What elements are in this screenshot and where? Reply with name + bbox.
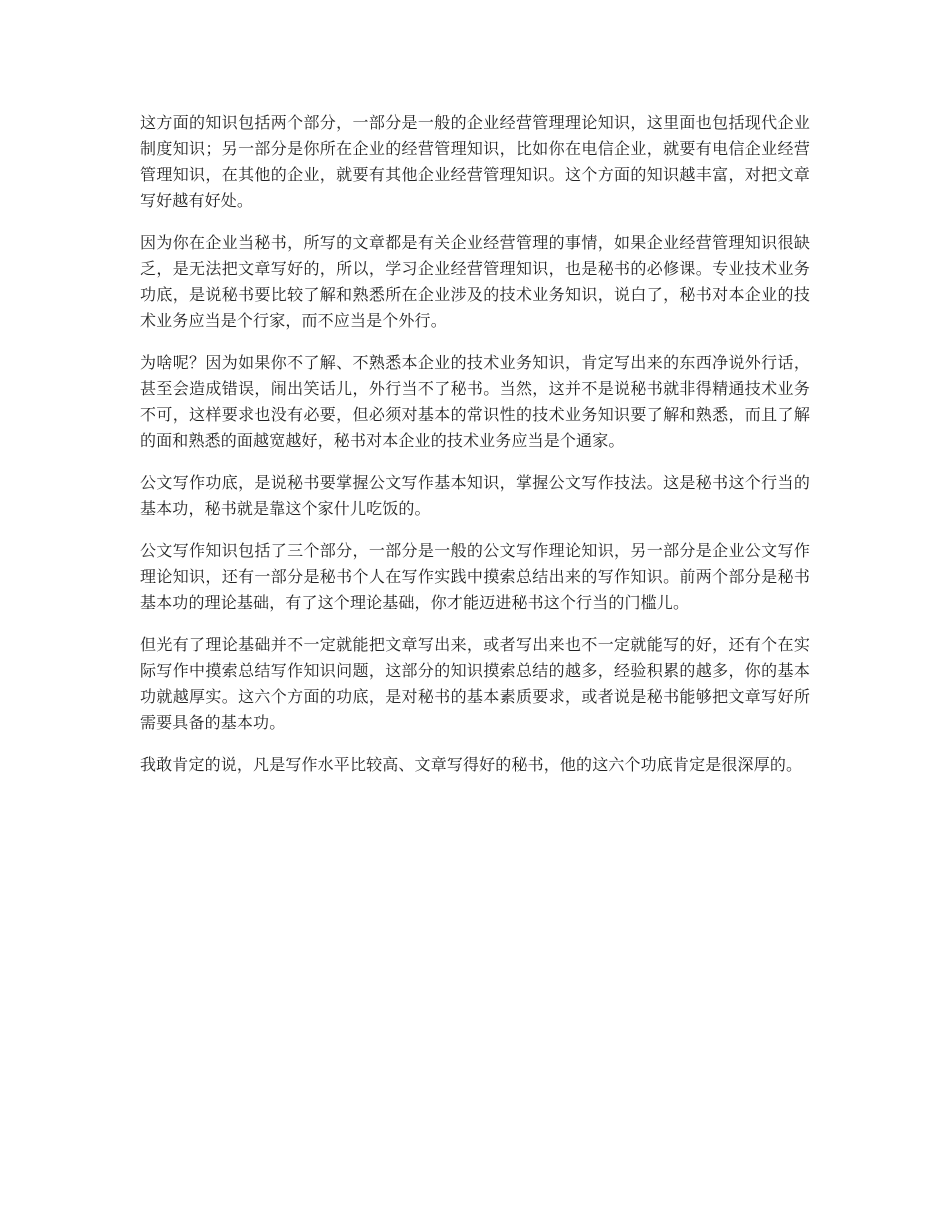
paragraph-7: 我敢肯定的说，凡是写作水平比较高、文章写得好的秘书，他的这六个功底肯定是很深厚的。 <box>140 755 803 774</box>
paragraph-6: 但光有了理论基础并不一定就能把文章写出来，或者写出来也不一定就能写的好，还有个在实际写作中摸索总结写作知识问题，这部分的知识摸索总结的越多，经验积累的越多，你的基本功就越厚实。这六个方面的功底，是对秘书的基本素质要求，或者说是秘书能够把文章写好所需要具备的基本功。 <box>140 635 810 732</box>
paragraph-2: 因为你在企业当秘书，所写的文章都是有关企业经营管理的事情，如果企业经营管理知识很缺乏，是无法把文章写好的，所以，学习企业经营管理知识，也是秘书的必修课。专业技术业务功底，是说秘书要比较了解和熟悉所在企业涉及的技术业务知识，说白了，秘书对本企业的技术业务应当是个行家，而不应当是个外行。 <box>140 233 810 330</box>
paragraph-4: 公文写作功底，是说秘书要掌握公文写作基本知识，掌握公文写作技法。这是秘书这个行当的基本功，秘书就是靠这个家什儿吃饭的。 <box>140 473 810 518</box>
paragraph-3: 为啥呢？因为如果你不了解、不熟悉本企业的技术业务知识，肯定写出来的东西净说外行话，甚至会造成错误，闹出笑话儿，外行当不了秘书。当然，这并不是说秘书就非得精通技术业务不可，这样要求也没有必要，但必须对基本的常识性的技术业务知识要了解和熟悉，而且了解的面和熟悉的面越宽越好，秘书对本企业的技术业务应当是个通家。 <box>140 353 810 450</box>
document-body <box>140 110 810 794</box>
paragraph-1: 这方面的知识包括两个部分，一部分是一般的企业经营管理理论知识，这里面也包括现代企业制度知识；另一部分是你所在企业的经营管理知识，比如你在电信企业，就要有电信企业经营管理知识，在其他的企业，就要有其他企业经营管理知识。这个方面的知识越丰富，对把文章写好越有好处。 <box>140 113 810 210</box>
paragraph-5: 公文写作知识包括了三个部分，一部分是一般的公文写作理论知识，另一部分是企业公文写作理论知识，还有一部分是秘书个人在写作实践中摸索总结出来的写作知识。前两个部分是秘书基本功的理论基础，有了这个理论基础，你才能迈进秘书这个行当的门槛儿。 <box>140 541 810 612</box>
